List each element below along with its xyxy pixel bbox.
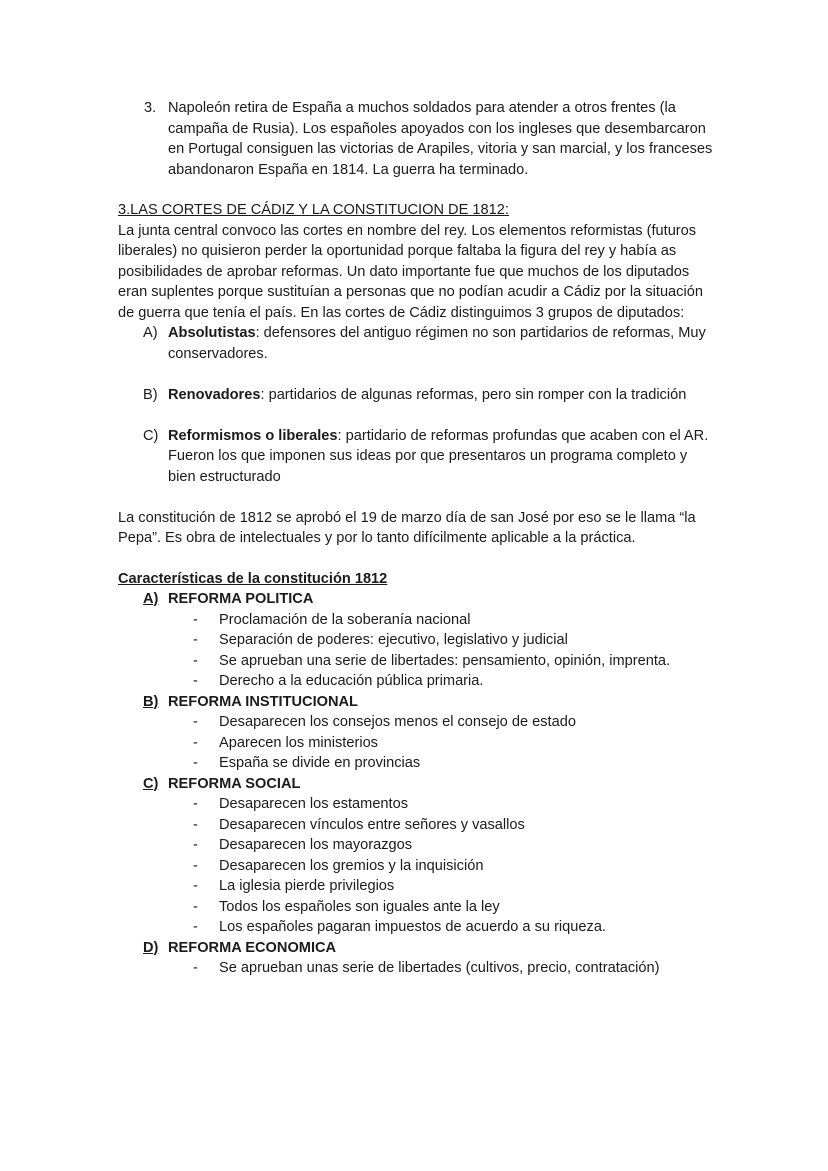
cortes-heading: 3.LAS CORTES DE CÁDIZ Y LA CONSTITUCION DE 1812:: [118, 202, 509, 218]
group-term: Reformismos o liberales: [168, 427, 338, 444]
group-letter: B): [143, 386, 158, 403]
group-desc: : partidario de reformas profundas que acaben con el AR. Fueron los que imponen sus ideas por que presentaros un programa completo y bien estructurado: [168, 427, 709, 485]
group-letter: A): [143, 325, 158, 341]
list-item: - Desaparecen los consejos menos el consejo de estado: [193, 714, 576, 730]
section-politica: [118, 589, 718, 692]
list-item: - Desaparecen los mayorazgos: [193, 837, 413, 853]
cortes-paragraph: La junta central convoco las cortes en nombre del rey. Los elementos reformistas (futuros liberales) no quisieron perder la oportunidad porque faltaba la figura del rey y había as posibilidades de aprobar reformas. Un dato importante fue que muchos de los diputados eran suplentes porque sustituían a personas que no podían acudir a Cádiz por la situación de guerra que tenía el país. En las cortes de Cádiz distinguimos 3 grupos de diputados:: [118, 222, 703, 321]
numbered-item-3: [118, 98, 718, 180]
group-desc: : partidarios de algunas reformas, pero sin romper con la tradición: [260, 386, 687, 403]
group-term: Absolutistas: [168, 325, 256, 341]
list-item: - Desaparecen vínculos entre señores y vasallos: [193, 816, 525, 833]
list-item: - La iglesia pierde privilegios: [193, 878, 395, 894]
list-item: - Desaparecen los estamentos: [193, 796, 409, 812]
section-title: REFORMA ECONOMICA: [168, 939, 337, 956]
list-item: - Todos los españoles son iguales ante la ley: [193, 898, 500, 915]
section-institucional: [118, 692, 718, 774]
section-economica: [118, 938, 718, 979]
section-title: REFORMA INSTITUCIONAL: [168, 693, 358, 710]
section-title: REFORMA POLITICA: [168, 591, 314, 607]
pepa-paragraph: La constitución de 1812 se aprobó el 19 de marzo día de san José por eso se le llama “la Pepa”. Es obra de intelectuales y por lo tanto difícilmente aplicable a la práctica.: [118, 509, 696, 546]
list-item: - Aparecen los ministerios: [193, 734, 378, 751]
item-text: Napoleón retira de España a muchos soldados para atender a otros frentes (la campaña de Rusia). Los españoles apoyados con los ingleses que desembarcaron en Portugal consiguen las victorias de Arapiles, vitoria y san marcial, y los franceses abandonaron España en 1814. La guerra ha terminado.: [168, 100, 713, 178]
section-title: REFORMA SOCIAL: [168, 775, 301, 792]
list-item: - España se divide en provincias: [193, 755, 421, 771]
list-item: - Derecho a la educación pública primaria.: [193, 673, 484, 689]
section-social: [118, 774, 718, 938]
section-letter: D): [143, 939, 159, 956]
list-item: - Desaparecen los gremios y la inquisición: [193, 857, 484, 874]
list-item: - Separación de poderes: ejecutivo, legislativo y judicial: [193, 632, 568, 648]
group-liberales: [143, 426, 718, 488]
list-item: - Proclamación de la soberanía nacional: [193, 611, 471, 628]
group-letter: C): [143, 427, 159, 444]
document-body: [118, 98, 718, 979]
group-desc: : defensores del antiguo régimen no son partidarios de reformas, Muy conservadores.: [168, 325, 706, 362]
section-letter: C): [143, 775, 159, 792]
list-item: - Se aprueban unas serie de libertades (cultivos, precio, contratación): [193, 960, 660, 976]
list-item: - Los españoles pagaran impuestos de acuerdo a su riqueza.: [193, 919, 606, 935]
group-renovadores: [143, 385, 718, 406]
section-letter: B): [143, 693, 159, 710]
list-item: - Se aprueban una serie de libertades: pensamiento, opinión, imprenta.: [193, 652, 671, 669]
item-number: 3.: [144, 100, 157, 116]
caracteristicas-heading: Características de la constitución 1812: [118, 570, 388, 587]
section-letter: A): [143, 591, 159, 607]
group-term: Renovadores: [168, 386, 261, 403]
group-absolutistas: [143, 323, 718, 364]
